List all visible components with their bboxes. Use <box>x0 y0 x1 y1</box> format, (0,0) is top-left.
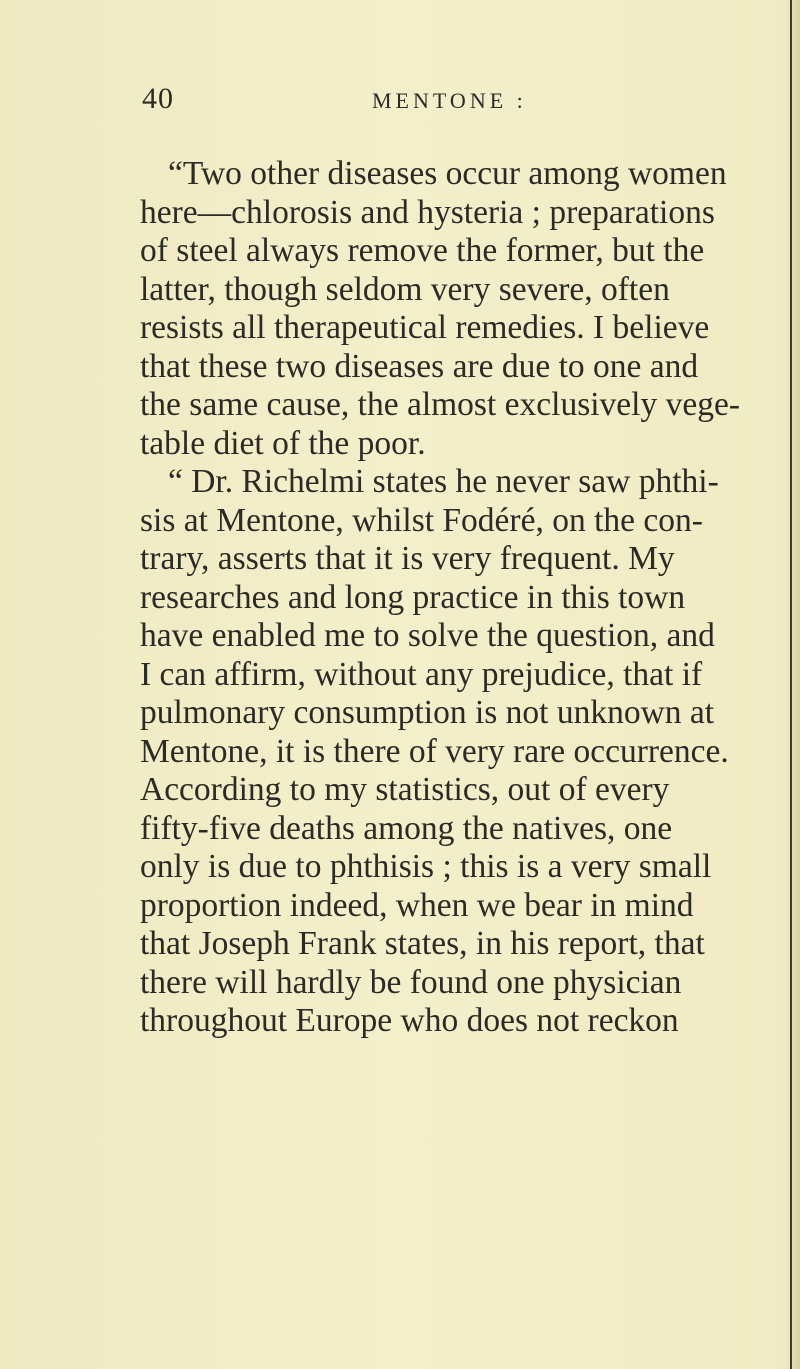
text-line: of steel always remove the former, but the <box>140 232 705 269</box>
text-line: here—chlorosis and hysteria ; preparations <box>140 193 715 231</box>
text-line: the same cause, the almost exclusively vege- <box>140 386 740 423</box>
text-line: “ Dr. Richelmi states he never saw phthi- <box>168 463 719 500</box>
text-line: Mentone, it is there of very rare occurrence. <box>140 732 729 770</box>
text-line: latter, though seldom very severe, often <box>140 270 670 308</box>
text-line: I can affirm, without any prejudice, that if <box>140 655 703 693</box>
text-line: resists all therapeutical remedies. I believe <box>140 309 710 346</box>
text-line: pulmonary consumption is not unknown at <box>140 694 715 731</box>
text-line: fifty-five deaths among the natives, one <box>140 809 673 847</box>
text-line: there will hardly be found one physician <box>140 963 682 1001</box>
text-line: proportion indeed, when we bear in mind <box>140 886 694 924</box>
text-line: sis at Mentone, whilst Fodéré, on the con- <box>140 501 703 539</box>
text-line: researches and long practice in this town <box>140 578 686 616</box>
text-line: trary, asserts that it is very frequent. My <box>140 540 675 577</box>
text-line: that these two diseases are due to one and <box>140 347 699 385</box>
running-head: MENTONE : <box>372 88 527 113</box>
text-line: that Joseph Frank states, in his report, that <box>140 925 705 962</box>
text-line: “Two other diseases occur among women <box>168 155 727 192</box>
page-header <box>0 78 800 118</box>
text-line: throughout Europe who does not reckon <box>140 1002 679 1039</box>
body-text <box>140 155 800 1041</box>
text-line: According to my statistics, out of every <box>140 771 670 808</box>
text-line: have enabled me to solve the question, and <box>140 617 715 654</box>
page-number: 40 <box>142 82 174 115</box>
text-line: table diet of the poor. <box>140 424 426 462</box>
text-line: only is due to phthisis ; this is a very small <box>140 848 712 885</box>
